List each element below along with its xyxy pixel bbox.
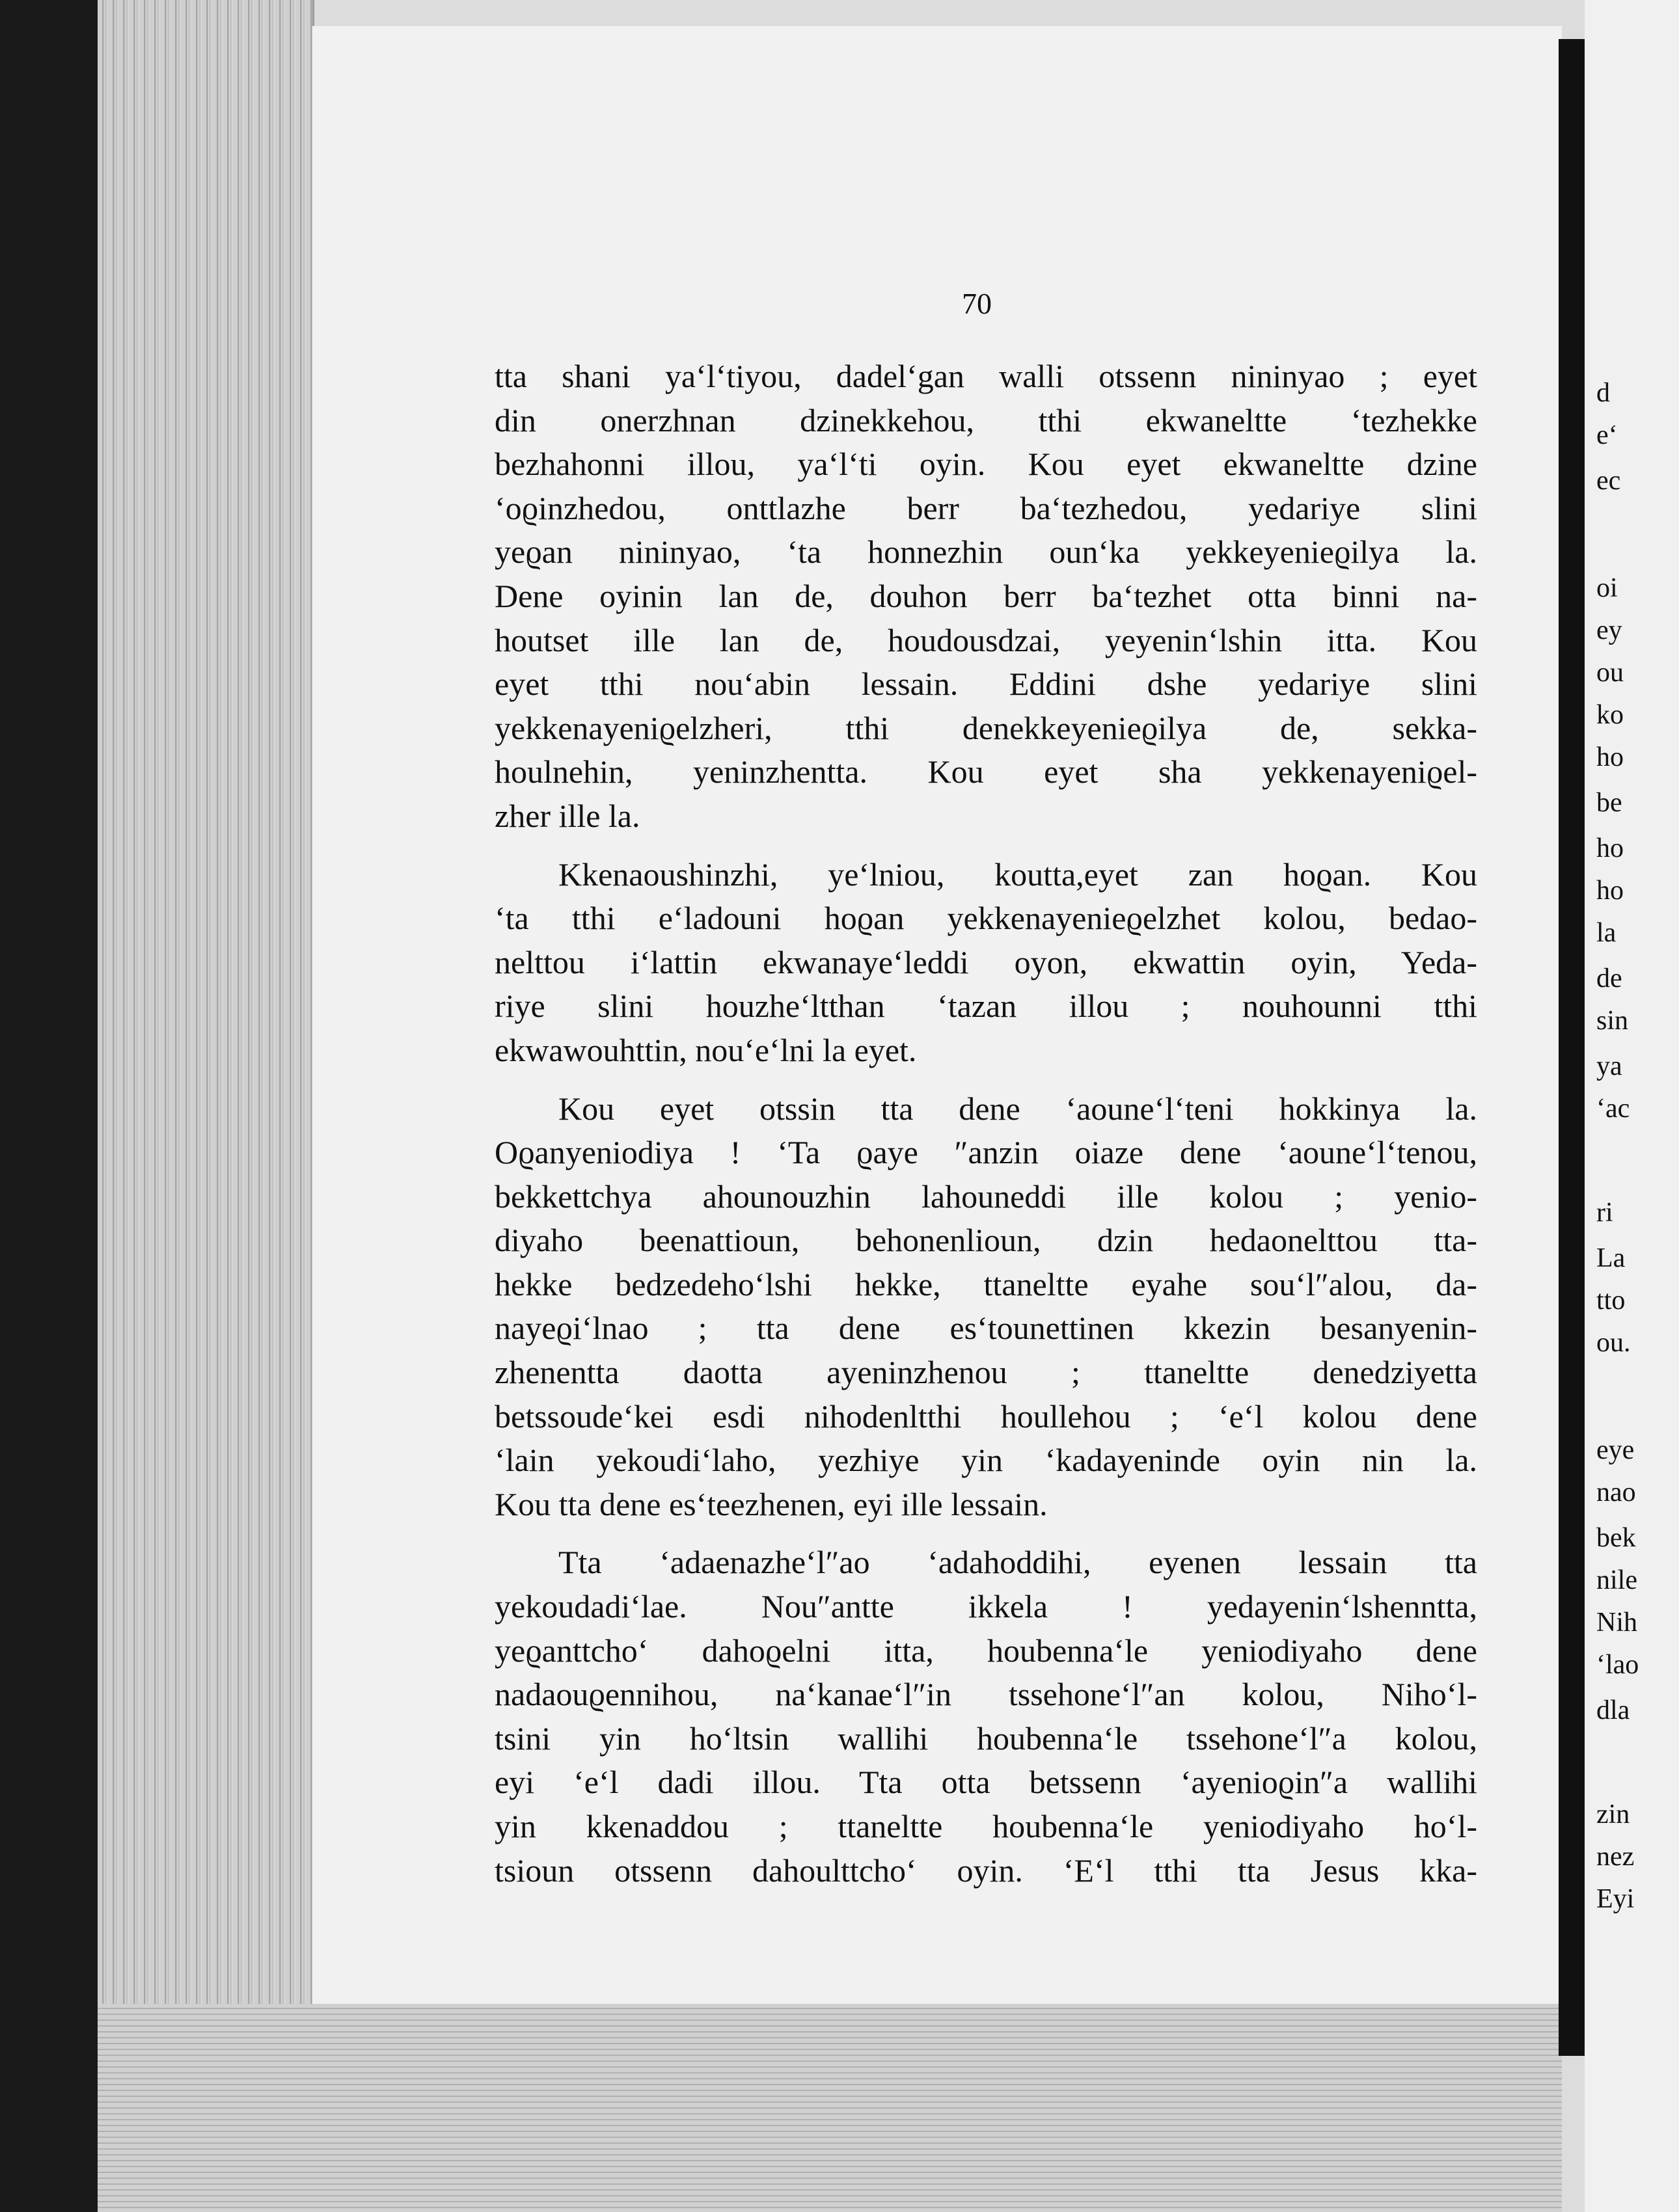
- facing-page-text-fragment: nile: [1596, 1565, 1637, 1595]
- text-line: Dene oyinin lan de, douhon berr ba‘tezhet otta binni na-: [495, 577, 1477, 614]
- paragraph-gap: [495, 1073, 1477, 1087]
- facing-page-text-fragment: ya: [1596, 1051, 1622, 1081]
- stacked-page-edges: [98, 0, 314, 2212]
- facing-page-text-fragment: la: [1596, 918, 1617, 948]
- text-line: nadaouϱennihou, na‘kanae‘l″in tssehone‘l″an kolou, Niho‘l-: [495, 1676, 1477, 1713]
- page-number: 70: [962, 287, 992, 320]
- text-line: betssoude‘kei esdi nihodenltthi houllehou ; ‘e‘l kolou dene: [495, 1397, 1477, 1435]
- facing-page-text-fragment: ho: [1596, 833, 1624, 863]
- facing-page-text-fragment: Eyi: [1596, 1884, 1635, 1914]
- facing-page-text-fragment: ey: [1596, 615, 1622, 645]
- facing-page-text-fragment: be: [1596, 788, 1622, 818]
- scan-dark-border: [0, 0, 98, 2212]
- text-line: ‘lain yekoudi‘laho, yezhiye yin ‘kadayeninde oyin nin la.: [495, 1442, 1477, 1479]
- text-line: yeϱanttcho‘ dahoϱelni itta, houbenna‘le yeniodiyaho dene: [495, 1632, 1477, 1669]
- text-line: Kou eyet otssin tta dene ‘aoune‘l‘teni hokkinya la.: [558, 1090, 1477, 1127]
- text-line: bekkettchya ahounouzhin lahouneddi ille kolou ; yenio-: [495, 1178, 1477, 1215]
- text-line: yin kkenaddou ; ttaneltte houbenna‘le yeniodiyaho ho‘l-: [495, 1808, 1477, 1844]
- stacked-page-bottom-edges: [98, 2004, 1562, 2212]
- facing-page-text-fragment: ‘lao: [1596, 1650, 1639, 1680]
- text-line: yekkenayeniϱelzheri, tthi denekkeyenieϱilya de, sekka-: [495, 709, 1477, 746]
- facing-page-text-fragment: ‘ac: [1596, 1094, 1630, 1124]
- facing-page-text-fragment: ri: [1596, 1198, 1613, 1228]
- text-line: tsioun otssenn dahoulttcho‘ oyin. ‘E‘l tthi tta Jesus kka-: [495, 1852, 1477, 1889]
- text-line: eyi ‘e‘l dadi illou. Tta otta betssenn ‘ayenioϱin″a wallihi: [495, 1764, 1477, 1801]
- facing-page-text-fragment: d: [1596, 378, 1610, 408]
- text-line: yekoudadi‘lae. Nou″antte ikkela ! yedayenin‘lshenntta,: [495, 1588, 1477, 1625]
- text-line: din onerzhnan dzinekkehou, tthi ekwaneltte ‘tezhekke: [495, 401, 1477, 438]
- text-line: yeϱan nininyao, ‘ta honnezhin oun‘ka yekkeyenieϱilya la.: [495, 533, 1477, 571]
- book-gutter: [1559, 39, 1585, 2056]
- text-line: bezhahonni illou, ya‘l‘ti oyin. Kou eyet ekwaneltte dzine: [495, 446, 1477, 483]
- facing-page-text-fragment: dla: [1596, 1695, 1630, 1725]
- facing-page-text-fragment: nez: [1596, 1842, 1635, 1872]
- paragraph-gap: [495, 839, 1477, 853]
- text-line: nayeϱi‘lnao ; tta dene es‘tounettinen kkezin besanyenin-: [495, 1310, 1477, 1347]
- facing-page-text-fragment: de: [1596, 964, 1622, 993]
- text-line: eyet tthi nou‘abin lessain. Eddini dshe yedariye slini: [495, 666, 1477, 703]
- facing-page-text-fragment: zin: [1596, 1800, 1630, 1829]
- facing-page-text-fragment: ko: [1596, 700, 1624, 730]
- text-line: nelttou i‘lattin ekwanaye‘leddi oyon, ekwattin oyin, Yeda-: [495, 943, 1477, 980]
- facing-page-text-fragment: sin: [1596, 1006, 1629, 1036]
- facing-page-text-fragment: oi: [1596, 573, 1618, 603]
- text-line: hekke bedzedeho‘lshi hekke, ttaneltte eyahe sou‘l″alou, da-: [495, 1265, 1477, 1302]
- facing-page-text-fragment: tto: [1596, 1286, 1626, 1315]
- facing-page-text-fragment: eye: [1596, 1435, 1635, 1465]
- text-line: tta shani ya‘l‘tiyou, dadel‘gan walli otssenn nininyao ; eyet: [495, 358, 1477, 394]
- text-line: riye slini houzhe‘ltthan ‘tazan illou ; nouhounni tthi: [495, 988, 1477, 1025]
- text-line: ‘ta tthi e‘ladouni hoϱan yekkenayenieϱelzhet kolou, bedao-: [495, 900, 1477, 937]
- text-line: houlnehin, yeninzhentta. Kou eyet sha yekkenayeniϱel-: [495, 753, 1477, 790]
- text-line: Kkenaoushinzhi, ye‘lniou, koutta,eyet zan hoϱan. Kou: [558, 856, 1477, 893]
- facing-page-text-fragment: nao: [1596, 1477, 1636, 1507]
- facing-page-text-fragment: La: [1596, 1243, 1626, 1273]
- text-line: houtset ille lan de, houdousdzai, yeyenin‘lshin itta. Kou: [495, 621, 1477, 658]
- facing-page-text-fragment: e‘: [1596, 420, 1618, 450]
- text-line: Kou tta dene es‘teezhenen, eyi ille lessain.: [495, 1485, 1048, 1522]
- text-line: Tta ‘adaenazhe‘l″ao ‘adahoddihi, eyenen lessain tta: [558, 1544, 1477, 1581]
- text-line: ekwawouhttin, nou‘e‘lni la eyet.: [495, 1031, 917, 1068]
- text-line: tsini yin ho‘ltsin wallihi houbenna‘le tssehone‘l″a kolou,: [495, 1720, 1477, 1757]
- facing-page-text-fragment: bek: [1596, 1523, 1636, 1553]
- facing-page-text-fragment: ho: [1596, 876, 1624, 906]
- paragraph-gap: [495, 1526, 1477, 1541]
- page-body-text: [495, 355, 1477, 1893]
- facing-page-text-fragment: ou.: [1596, 1328, 1631, 1358]
- text-line: zhenentta daotta ayeninzhenou ; ttaneltte denedziyetta: [495, 1354, 1477, 1391]
- text-line: zher ille la.: [495, 797, 640, 834]
- facing-page-text-fragment: ho: [1596, 742, 1624, 772]
- facing-page-fragment: [1585, 0, 1679, 2212]
- text-line: diyaho beenattioun, behonenlioun, dzin hedaonelttou tta-: [495, 1222, 1477, 1259]
- facing-page-text-fragment: ec: [1596, 466, 1621, 496]
- facing-page-text-fragment: ou: [1596, 658, 1624, 688]
- text-line: ‘oϱinzhedou, onttlazhe berr ba‘tezhedou, yedariye slini: [495, 489, 1477, 526]
- facing-page-text-fragment: Nih: [1596, 1608, 1637, 1638]
- text-line: Oϱanyeniodiya ! ‘Ta ϱaye ″anzin oiaze dene ‘aoune‘l‘tenou,: [495, 1134, 1477, 1171]
